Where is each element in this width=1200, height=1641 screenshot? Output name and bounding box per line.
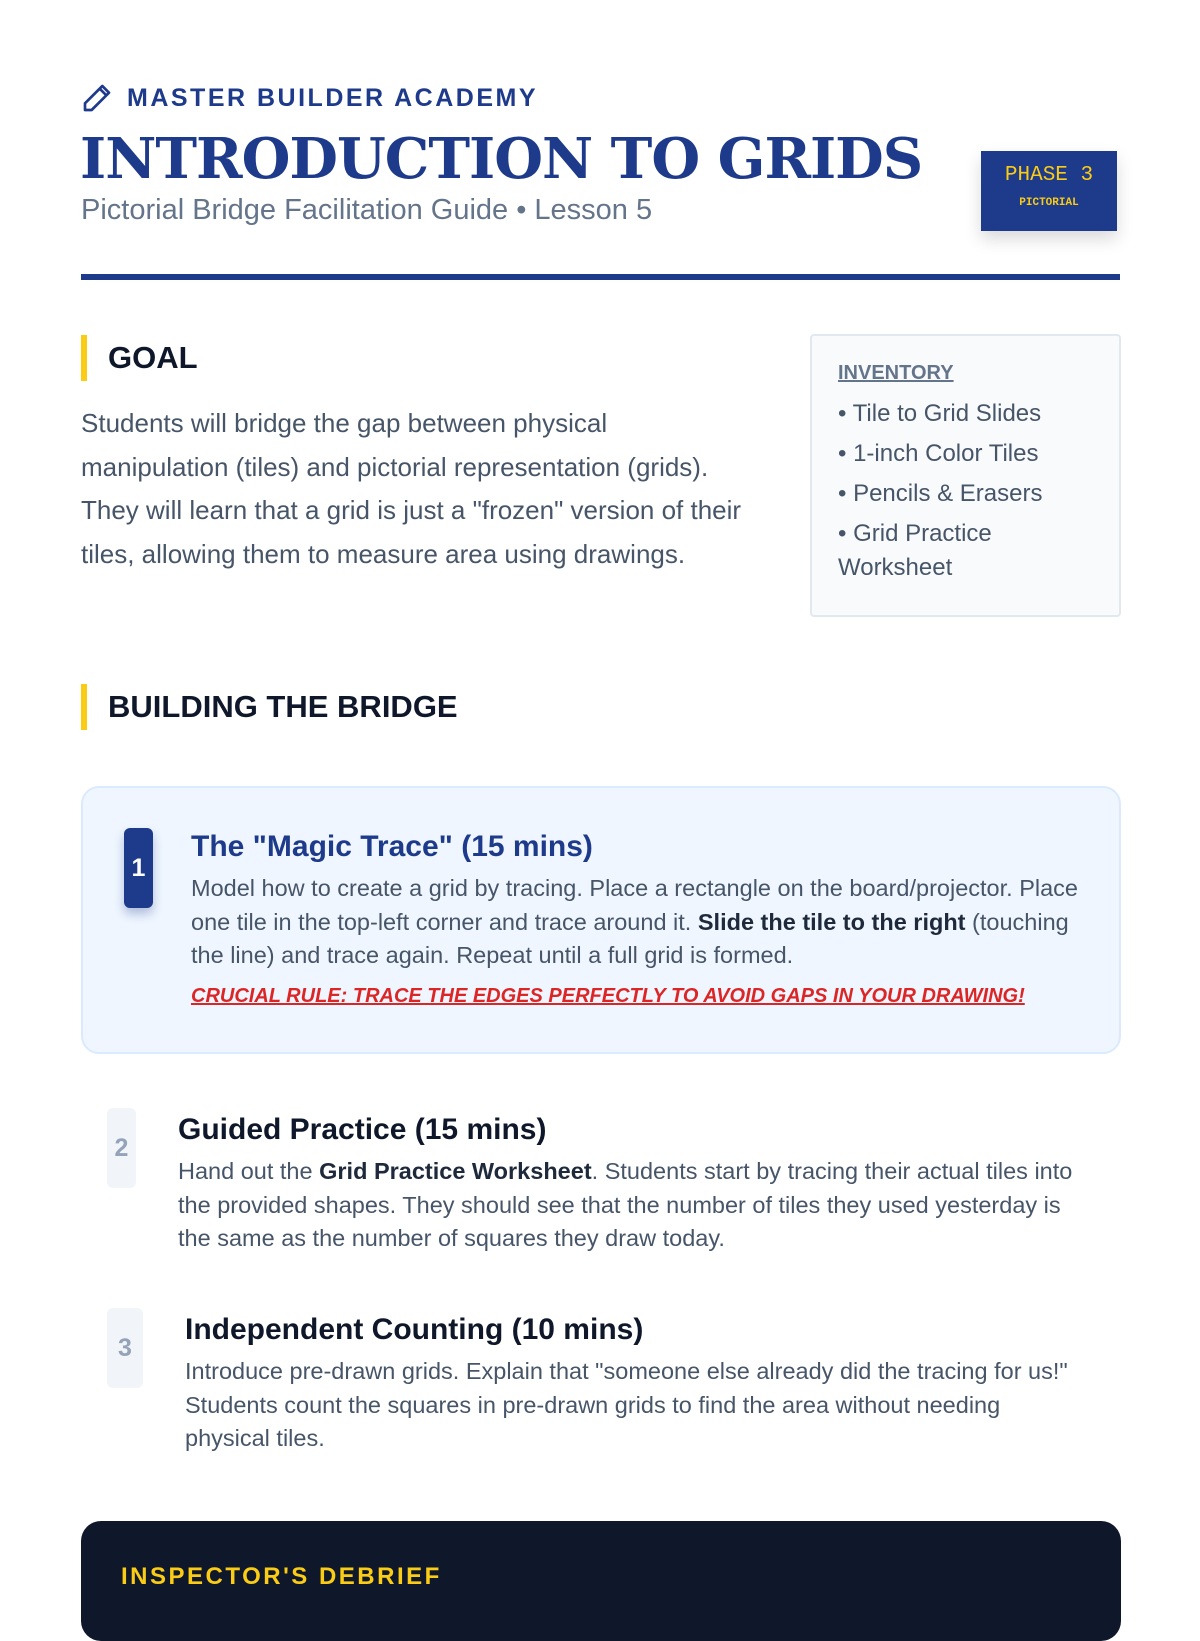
accent-bar [81,684,87,730]
step-title: The "Magic Trace" (15 mins) [191,830,593,863]
brand [81,82,538,114]
step-number: 1 [124,828,153,908]
goal-heading-text: GOAL [108,340,198,375]
step-text: Introduce pre-drawn grids. Explain that "someone else already did the tracing for us!" Students count the squares in pre-drawn grids to find the area without needing physical tiles. [185,1358,1068,1451]
debrief-panel [81,1521,1121,1641]
bridge-heading [81,684,458,730]
inventory-item: • Tile to Grid Slides [838,400,1042,427]
step-1-card [81,786,1121,1054]
header-divider [81,274,1120,280]
inventory-item: • 1-inch Color Tiles [838,440,1039,467]
step-number: 2 [107,1108,136,1188]
crucial-rule: CRUCIAL RULE: TRACE THE EDGES PERFECTLY TO AVOID GAPS IN YOUR DRAWING! [191,984,1025,1007]
bridge-heading-text: BUILDING THE BRIDGE [108,689,458,724]
step-title: Independent Counting (10 mins) [185,1313,644,1346]
page-title: INTRODUCTION TO GRIDS [80,126,923,192]
goal-heading [81,335,198,381]
step-text: Model how to create a grid by tracing. Place a rectangle on the board/projector. Place one tile in the top-left corner and trace around it. Slide the tile to the right (touching the line) and trace again. Repeat until a full grid is formed. [191,875,1078,968]
brand-name: MASTER BUILDER ACADEMY [127,83,539,112]
inventory-heading: INVENTORY [838,362,954,384]
step-text: Hand out the Grid Practice Worksheet. Students start by tracing their actual tiles into the provided shapes. They should see that the number of tiles they used yesterday is the same as the number of squares they draw today. [178,1158,1073,1251]
debrief-heading: INSPECTOR'S DEBRIEF [121,1563,442,1590]
step-title: Guided Practice (15 mins) [178,1113,547,1146]
pencil-icon [81,82,113,114]
step-number: 3 [107,1308,143,1388]
inventory-item: • Grid Practice Worksheet [838,520,992,581]
phase-label: PICTORIAL [1019,197,1079,209]
goal-text: Students will bridge the gap between physical manipulation (tiles) and pictorial representation (grids). They will learn that a grid is just a "frozen" version of their tiles, allowing them to measure area using drawings. [81,408,742,569]
inventory-box [810,334,1121,617]
phase-badge [981,151,1117,231]
phase-number: PHASE 3 [1004,164,1094,187]
inventory-item: • Pencils & Erasers [838,480,1043,507]
accent-bar [81,335,87,381]
page-subtitle: Pictorial Bridge Facilitation Guide • Lesson 5 [81,194,653,226]
